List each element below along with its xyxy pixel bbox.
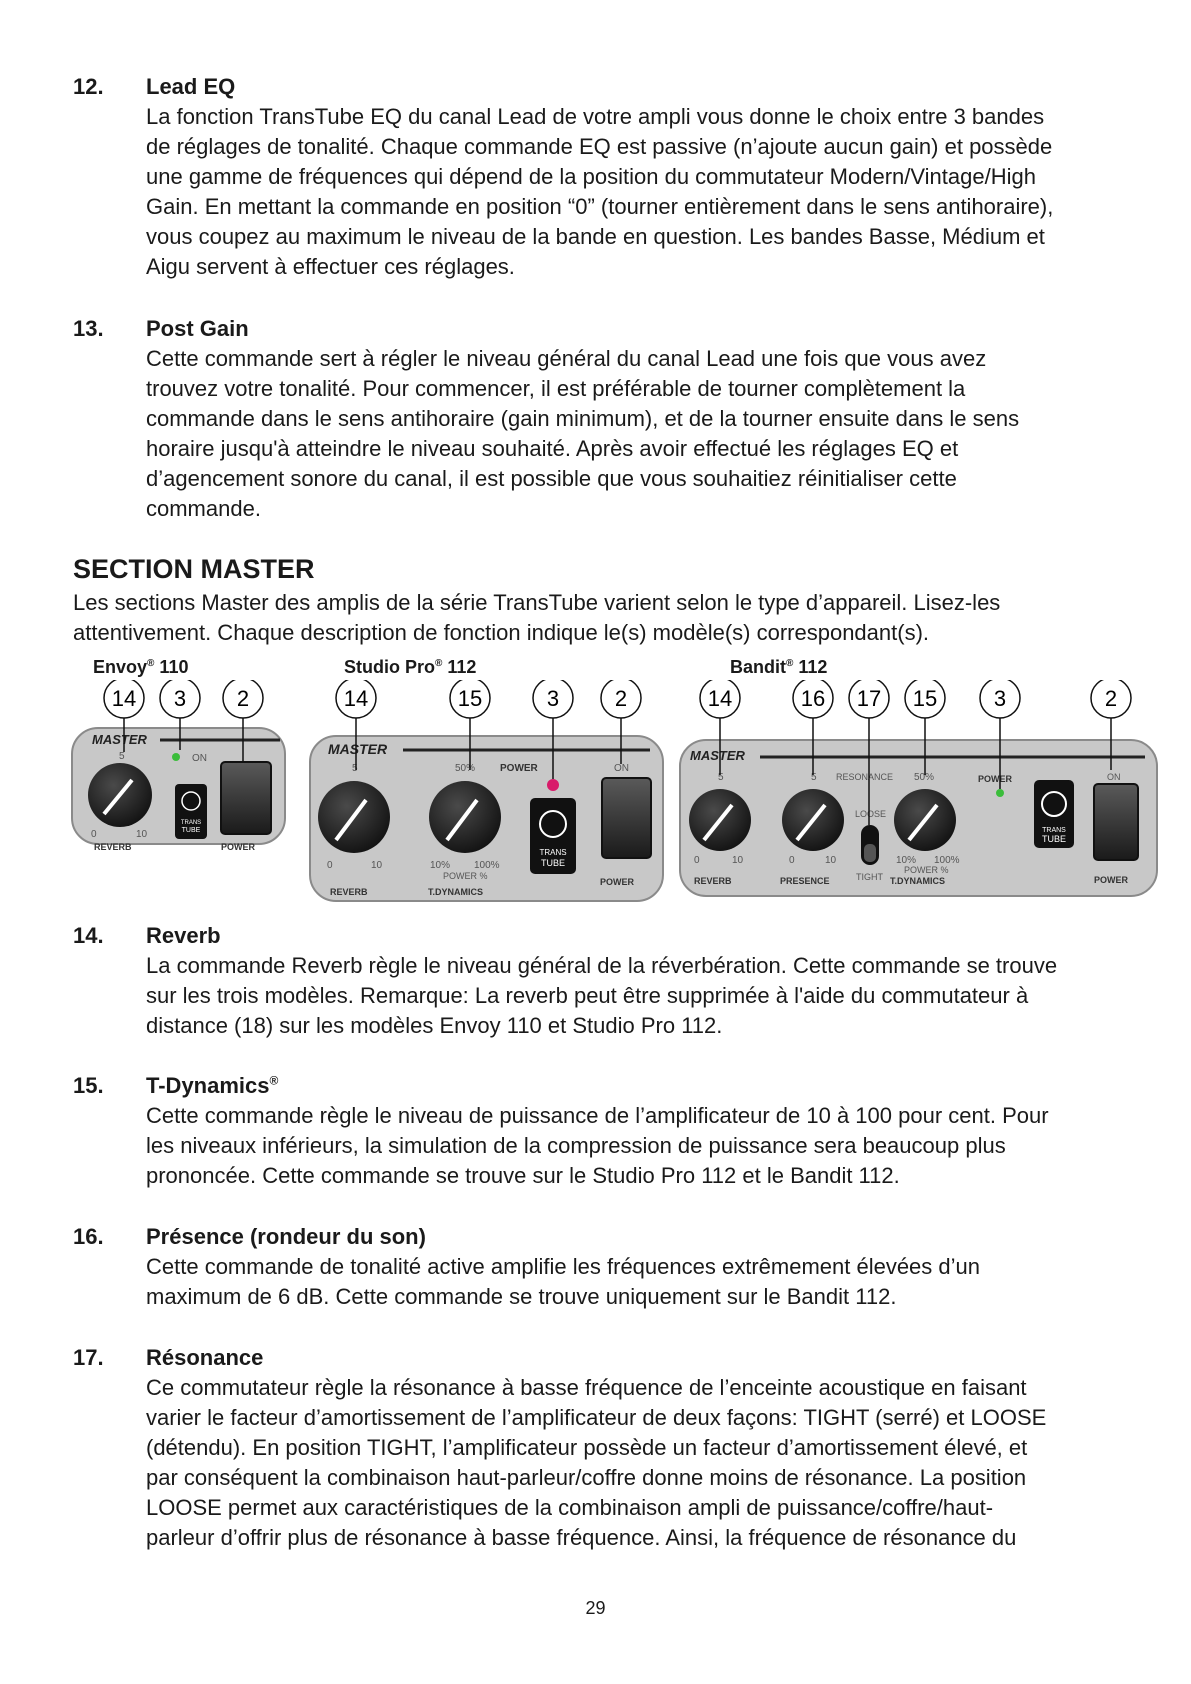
panel-model: 112 [447,657,477,677]
registered-mark: ® [147,658,155,669]
panel-label-studio [344,656,476,678]
body-line: Cette commande sert à régler le niveau général du canal Lead une fois que vous avez [146,346,987,371]
body-line: commande dans le sens antihoraire (gain minimum), et de la tourner ensuite dans le sens [146,406,1020,431]
item-number: 15. [73,1073,104,1098]
master-label: MASTER [328,741,388,757]
reverb-label: REVERB [94,842,132,852]
body-line: distance (18) sur les modèles Envoy 110 et Studio Pro 112. [146,1013,723,1038]
callout-15 [450,680,490,718]
power-switch[interactable] [1094,784,1138,860]
transtube-logo [175,784,207,839]
svg-text:3: 3 [993,686,1007,711]
panel-name: Bandit [730,657,786,677]
reverb-knob[interactable] [689,789,751,851]
body-line: vous coupez au maximum le niveau de la bande en question. Les bandes Basse, Médium et [146,224,1045,249]
body-line: horaire jusqu'à atteindre le niveau souhaité. Après avoir effectué les réglages EQ et [146,436,959,461]
scale-label: 10 [825,855,837,866]
power-top-label: POWER [500,763,538,774]
power-percent-label: POWER % [443,871,488,881]
callout-14 [700,680,740,718]
page-number: 29 [585,1598,606,1618]
t-dynamics-knob[interactable] [894,789,956,851]
panel-name: Studio Pro [344,657,435,677]
item-number: 17. [73,1345,104,1370]
presence-knob[interactable] [782,789,844,851]
power-label: POWER [600,877,635,887]
scale-label: 5 [718,772,724,783]
scale-label: 10 [136,829,148,840]
panel-model: 110 [159,657,189,677]
intro-line: Les sections Master des amplis de la série TransTube varient selon le type d’appareil. Lisez-les [73,590,1001,615]
svg-text:2: 2 [614,686,628,711]
registered-mark: ® [269,1073,279,1088]
item-title: Résonance [146,1345,264,1370]
envoy-panel [72,680,285,852]
item-body [146,102,1161,282]
resonance-label: RESONANCE [836,772,894,782]
body-line: parleur d’offrir plus de résonance à basse fréquence. Ainsi, la fréquence de résonance du [146,1525,1017,1550]
body-line: Ce commutateur règle la résonance à basse fréquence de l’enceinte acoustique en faisant [146,1375,1027,1400]
body-line: Gain. En mettant la commande en position “0” (tourner entièrement dans le sens antihoraire), [146,194,1054,219]
body-line: d’agencement sonore du canal, il est possible que vous souhaitiez réinitialiser cette [146,466,957,491]
svg-text:14: 14 [111,686,137,711]
scale-label: 0 [789,855,795,866]
item-body [146,1252,1161,1312]
scale-label: 100% [934,855,960,866]
svg-text:3: 3 [173,686,187,711]
registered-mark: ® [435,658,443,669]
svg-text:TUBE: TUBE [181,827,201,834]
item-number: 16. [73,1224,104,1249]
body-line: varier le facteur d’amortissement de l’amplificateur de deux façons: TIGHT (serré) et LOOSE [146,1405,1047,1430]
body-line: prononcée. Cette commande se trouve sur le Studio Pro 112 et le Bandit 112. [146,1163,900,1188]
svg-text:TRANS: TRANS [180,820,202,826]
studio-panel [310,680,663,901]
body-line: La fonction TransTube EQ du canal Lead de votre ampli vous donne le choix entre 3 bandes [146,104,1045,129]
callout-16 [793,680,833,718]
power-led [172,753,180,761]
panel-label-envoy [93,656,188,678]
svg-text:15: 15 [912,686,938,711]
svg-text:14: 14 [707,686,733,711]
body-line: Aigu servent à effectuer ces réglages. [146,254,515,279]
body-line: (détendu). En position TIGHT, l’amplificateur possède un facteur d’amortissement élevé, et [146,1435,1028,1460]
svg-text:TUBE: TUBE [540,858,566,868]
svg-text:2: 2 [236,686,250,711]
scale-label: 100% [474,860,500,871]
panel-name: Envoy [93,657,148,677]
loose-label: LOOSE [855,809,887,819]
section-heading: SECTION MASTER [73,554,315,584]
callout-2 [1091,680,1131,718]
callout-14 [104,680,144,718]
section-intro [73,588,1000,648]
item-body [146,1373,1161,1553]
callout-3 [980,680,1020,718]
resonance-switch[interactable] [861,825,879,865]
title-text: T-Dynamics [146,1073,270,1098]
presence-label: PRESENCE [780,876,830,886]
item-title [146,1071,278,1101]
tight-label: TIGHT [856,872,883,882]
on-label: ON [1107,772,1121,782]
body-line: commande. [146,496,261,521]
scale-label: 5 [352,763,358,774]
item-title: Post Gain [146,316,249,341]
callout-3 [533,680,573,718]
svg-text:14: 14 [343,686,369,711]
scale-label: 10% [896,855,917,866]
reverb-label: REVERB [694,876,732,886]
power-led [996,789,1004,797]
registered-mark: ® [786,658,794,669]
reverb-label: REVERB [330,887,368,897]
scale-label: 0 [327,860,333,871]
svg-text:TUBE: TUBE [1041,834,1067,844]
body-line: trouvez votre tonalité. Pour commencer, il est préférable de tourner complètement la [146,376,966,401]
master-label: MASTER [92,732,147,747]
item-number: 12. [73,74,104,99]
body-line: Cette commande règle le niveau de puissance de l’amplificateur de 10 à 100 pour cent. Pour [146,1103,1049,1128]
item-body [146,951,1161,1041]
transtube-logo [1034,780,1074,848]
item-number: 14. [73,923,104,948]
scale-label: 10% [430,860,451,871]
body-line: LOOSE permet aux caractéristiques de la combinaison ampli de puissance/coffre/haut- [146,1495,994,1520]
on-label: ON [614,763,629,774]
scale-label: 5 [811,772,817,783]
item-body [146,1101,1161,1191]
body-line: maximum de 6 dB. Cette commande se trouve uniquement sur le Bandit 112. [146,1284,897,1309]
scale-label: 50% [914,772,935,783]
power-led [547,779,559,791]
svg-text:3: 3 [546,686,560,711]
body-line: une gamme de fréquences qui dépend de la position du commutateur Modern/Vintage/High [146,164,1036,189]
scale-label: 50% [455,763,476,774]
callout-3 [160,680,200,718]
item-number: 13. [73,316,104,341]
t-dynamics-label: T.DYNAMICS [890,876,946,886]
svg-text:15: 15 [457,686,483,711]
callout-17 [849,680,889,718]
panel-label-bandit [730,656,827,678]
scale-label: 0 [694,855,700,866]
scale-label: 0 [91,829,97,840]
body-line: sur les trois modèles. Remarque: La reverb peut être supprimée à l'aide du commutateur à [146,983,1029,1008]
power-percent-label: POWER % [904,865,949,875]
scale-label: 5 [119,751,125,762]
callout-2 [601,680,641,718]
power-label: POWER [221,842,256,852]
on-label: ON [192,753,207,764]
master-label: MASTER [690,748,745,763]
svg-text:TRANS: TRANS [539,848,567,857]
item-title: Présence (rondeur du son) [146,1224,426,1249]
power-label: POWER [1094,875,1129,885]
svg-text:17: 17 [856,686,882,711]
bandit-panel [680,680,1157,896]
scale-label: 10 [371,860,383,871]
body-line: les niveaux inférieurs, la simulation de la compression de puissance sera beaucoup plus [146,1133,1006,1158]
body-line: de réglages de tonalité. Chaque commande EQ est passive (n’ajoute aucun gain) et possède [146,134,1053,159]
master-panels-illustration [0,680,1191,920]
transtube-logo [530,798,576,874]
item-title: Lead EQ [146,74,236,99]
t-dynamics-label: T.DYNAMICS [428,887,484,897]
scale-label: 10 [732,855,744,866]
reverb-knob[interactable] [318,781,390,853]
power-top-label: POWER [978,774,1013,784]
item-body [146,344,1161,524]
body-line: par conséquent la combinaison haut-parleur/coffre donne moins de résonance. La position [146,1465,1027,1490]
callout-2 [223,680,263,718]
body-line: Cette commande de tonalité active amplifie les fréquences extrêmement élevées d’un [146,1254,981,1279]
svg-text:TRANS: TRANS [1042,827,1066,834]
item-title: Reverb [146,923,221,948]
svg-text:2: 2 [1104,686,1118,711]
callout-15 [905,680,945,718]
power-switch[interactable] [221,762,271,834]
svg-text:16: 16 [800,686,826,711]
panel-model: 112 [798,657,828,677]
callout-14 [336,680,376,718]
body-line: La commande Reverb règle le niveau général de la réverbération. Cette commande se trouve [146,953,1058,978]
t-dynamics-knob[interactable] [429,781,501,853]
reverb-knob[interactable] [88,763,152,827]
power-switch[interactable] [602,778,651,858]
intro-line: attentivement. Chaque description de fonction indique le(s) modèle(s) correspondant(s). [73,620,930,645]
